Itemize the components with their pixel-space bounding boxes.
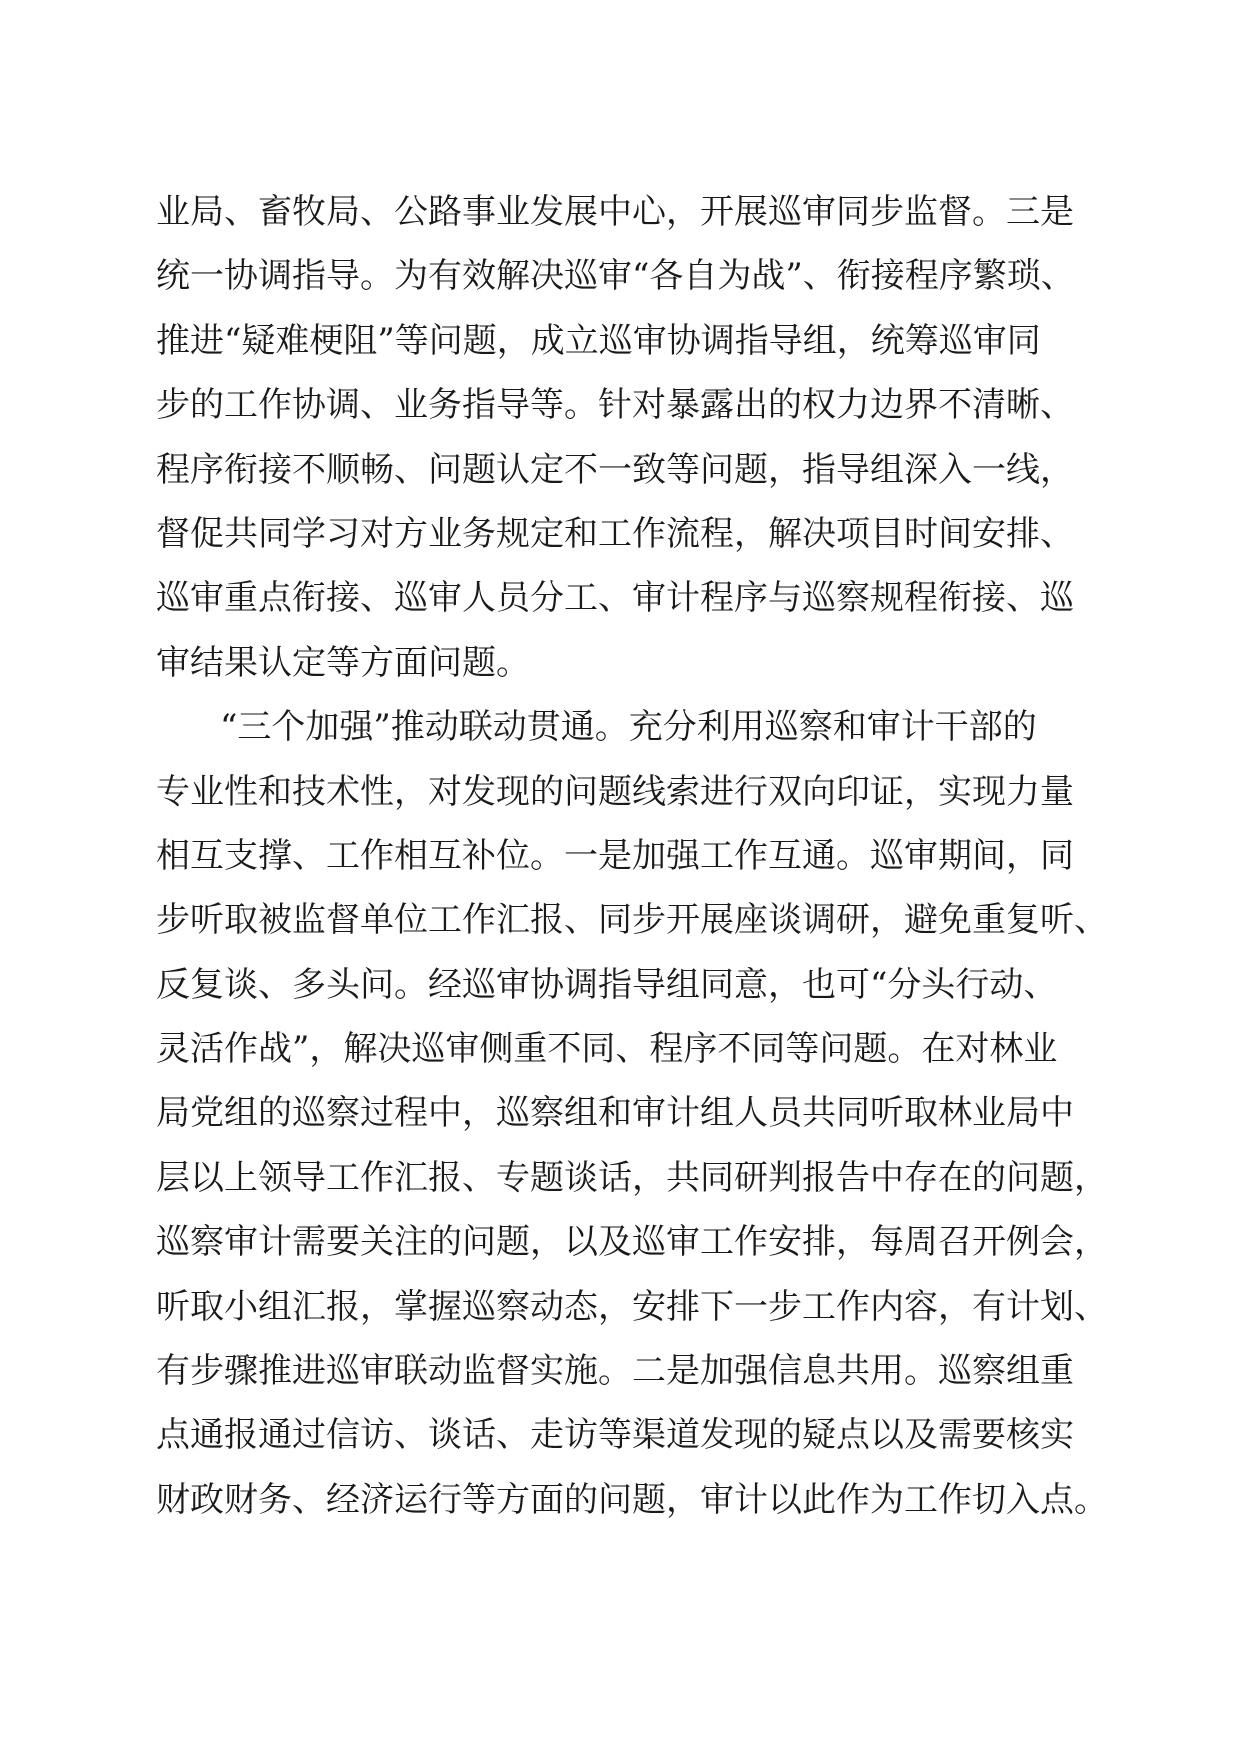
text-line: 统一协调指导。为有效解决巡审“各自为战”、衔接程序繁琐、 bbox=[156, 256, 1075, 297]
text-line: 业局、畜牧局、公路事业发展中心，开展巡审同步监督。三是 bbox=[156, 192, 1074, 232]
text-line: 反复谈、多头问。经巡审协调指导组同意，也可“分头行动、 bbox=[156, 964, 1058, 1005]
text-line: 推进“疑难梗阻”等问题，成立巡审协调指导组，统筹巡审同 bbox=[156, 320, 1041, 361]
text-line: 步听取被监督单位工作汇报、同步开展座谈调研，避免重复听、 bbox=[156, 900, 1108, 941]
text-line: 局党组的巡察过程中，巡察组和审计组人员共同听取林业局中 bbox=[156, 1093, 1074, 1134]
text-line: 层以上领导工作汇报、专题谈话，共同研判报告中存在的问题， bbox=[156, 1157, 1108, 1198]
text-line: 专业性和技术性，对发现的问题线索进行双向印证，实现力量 bbox=[156, 771, 1074, 812]
text-line: 灵活作战”，解决巡审侧重不同、程序不同等问题。在对林业 bbox=[156, 1029, 1058, 1070]
text-line: 步的工作协调、业务指导等。针对暴露出的权力边界不清晰、 bbox=[156, 385, 1074, 426]
text-line: 听取小组汇报，掌握巡察动态，安排下一步工作内容，有计划、 bbox=[156, 1286, 1108, 1327]
text-line: 有步骤推进巡审联动监督实施。二是加强信息共用。巡察组重 bbox=[156, 1351, 1074, 1392]
text-line: 督促共同学习对方业务规定和工作流程，解决项目时间安排、 bbox=[156, 513, 1074, 554]
paragraph-heading-line: “三个加强”推动联动贯通。充分利用巡察和审计干部的 bbox=[220, 707, 1037, 748]
text-line: 巡察审计需要关注的问题，以及巡审工作安排，每周召开例会， bbox=[156, 1222, 1108, 1263]
body-text bbox=[156, 180, 1108, 1532]
text-line: 程序衔接不顺畅、问题认定不一致等问题，指导组深入一线， bbox=[156, 449, 1074, 490]
text-line: 点通报通过信访、谈话、走访等渠道发现的疑点以及需要核实 bbox=[156, 1415, 1074, 1456]
text-line: 相互支撑、工作相互补位。一是加强工作互通。巡审期间，同 bbox=[156, 835, 1074, 876]
text-line: 审结果认定等方面问题。 bbox=[156, 642, 530, 683]
text-line: 财政财务、经济运行等方面的问题，审计以此作为工作切入点。 bbox=[156, 1479, 1108, 1520]
text-line: 巡审重点衔接、巡审人员分工、审计程序与巡察规程衔接、巡 bbox=[156, 578, 1074, 619]
